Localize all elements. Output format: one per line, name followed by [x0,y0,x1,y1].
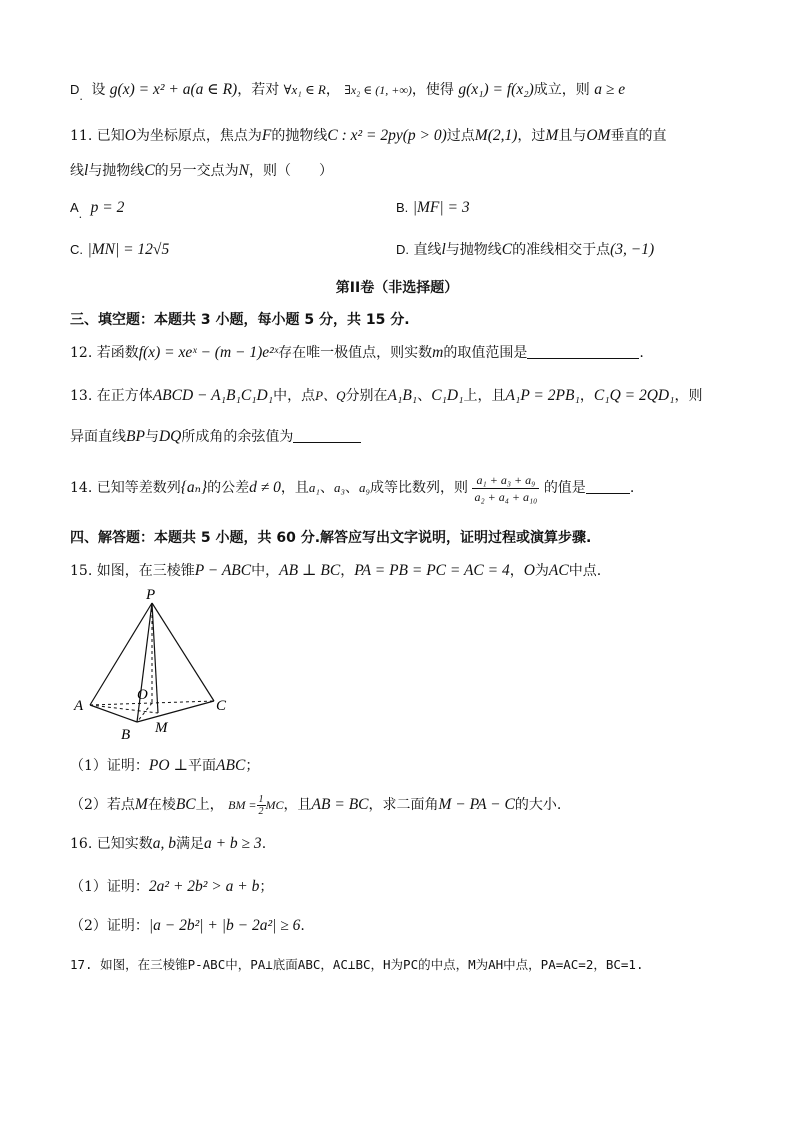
q14: 14. 已知等差数列{aₙ}的公差d ≠ 0，且a₁、a₃、a₉成等比数列，则 $\frac{\text{a₁ + a₃ + a₉}}{\text{a₂ + a₄ + a₁₀}}$ 的值是 . [70,472,635,504]
q13-answer-blank[interactable] [293,428,361,443]
q16-part-1: （1）证明：2a² + 2b² > a + b； [70,878,274,895]
edge-BC [137,701,214,722]
q14-fraction: $\frac{\text{a₁ + a₃ + a₉}}{\text{a₂ + a₄ + a₁₀}}$ [474,472,538,504]
q15-part-2: （2）若点M在棱BC上， BM = $\frac{1}{2}$ MC，且AB = BC，求二面角M − PA − C的大小. [70,793,562,817]
q12-answer-blank[interactable] [527,344,639,359]
q15-part-1: （1）证明：PO ⊥平面ABC； [70,757,260,774]
q14-answer-blank[interactable] [586,479,630,494]
q16-stem: 16. 已知实数a, b满足a + b ≥ 3. [70,835,267,852]
edge-PM [152,603,158,713]
label-O: O [137,687,148,703]
edge-PC [152,603,214,701]
q15-stem: 15. 如图，在三棱锥P − ABC中，AB ⊥ BC，PA = PB = PC = AC = 4，O为AC中点. [70,562,602,579]
label-P: P [146,587,156,603]
q11-option-c: C. |MN| = 12√5 [70,241,170,258]
q11-option-b: B. |MF| = 3 [396,199,470,216]
label-C: C [216,698,227,714]
half-fraction: $\frac{1}{2}$ [258,793,264,817]
edge-AB [90,705,137,722]
q11-option-d: D. 直线l与抛物线C的准线相交于点(3, −1) [396,241,655,258]
label-B: B [121,727,131,743]
q16-part-2: （2）证明：|a − 2b²| + |b − 2a²| ≥ 6. [70,917,305,934]
q11-option-a: $A_.$ p = 2 [70,199,125,221]
section-3-heading: 三、填空题：本题共 3 小题，每小题 5 分，共 15 分. [70,312,410,328]
option-d-label: D [70,82,80,97]
q10-option-d: $D_.$ 设 g(x) = x² + a(a ∈ R)，若对 ∀x₁ ∈ R， ∃x₂ ∈ (1, +∞)，使得 g(x₁) = f(x₂)成立，则 a ≥ e [70,81,626,103]
edge-PB [137,603,152,722]
pyramid-figure [64,585,264,745]
q12: 12. 若函数f(x) = xeˣ − (m − 1)e²ˣ存在唯一极值点，则实数m的取值范围是 . [70,344,644,361]
label-M: M [155,720,168,736]
label-A: A [74,698,84,714]
q13-line1: 13. 在正方体ABCD − A₁B₁C₁D₁中，点P、Q分别在A₁B₁、C₁D₁上，且A₁P = 2PB₁，C₁Q = 2QD₁，则 [70,387,703,404]
section-4-heading: 四、解答题：本题共 5 小题，共 60 分.解答应写出文字说明，证明过程或演算步骤. [70,530,592,546]
section-2-title: 第II卷（非选择题） [335,280,459,296]
q17-stem: 17. 如图，在三棱锥P-ABC中，PA⊥底面ABC，AC⊥BC，H为PC的中点，M为AH中点，PA=AC=2，BC=1. [70,957,644,972]
q11-stem-line1: 11. 已知O为坐标原点，焦点为F的抛物线C : x² = 2py(p > 0)过点M(2,1)，过M且与OM垂直的直 [70,127,667,144]
q11-stem-line2: 线l与抛物线C的另一交点为N，则（ ） [70,162,333,179]
q13-line2: 异面直线BP与DQ所成角的余弦值为 [70,427,361,447]
